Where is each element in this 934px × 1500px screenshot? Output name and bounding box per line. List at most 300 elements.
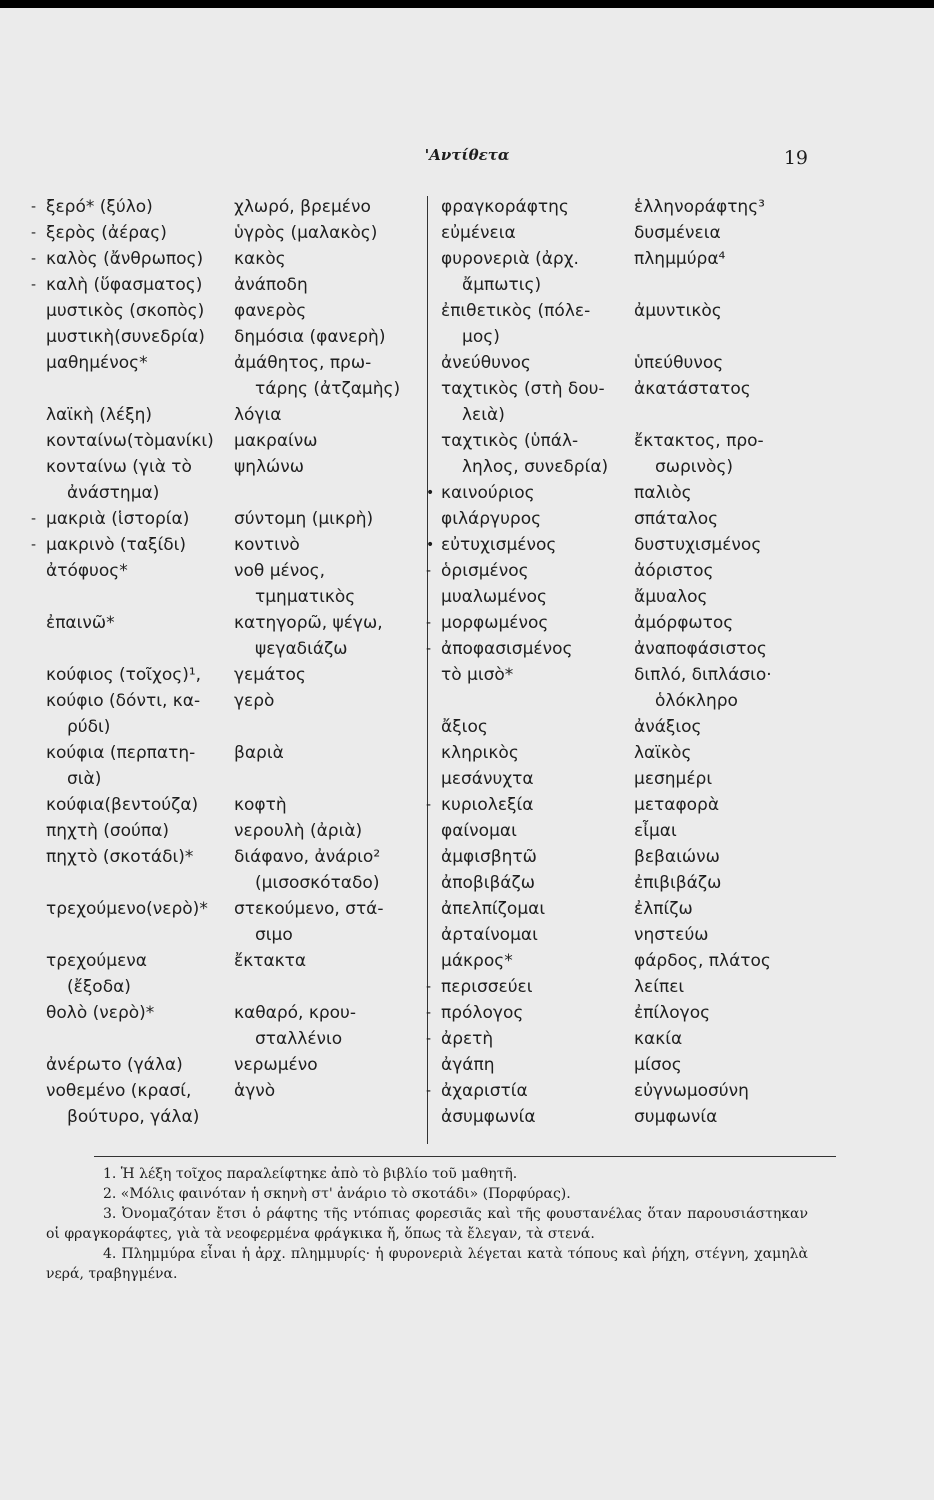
entry-antonym — [234, 324, 416, 350]
word-text: καλὴ (ὕφασματος) — [46, 275, 203, 295]
entry-antonym — [234, 246, 416, 272]
word-text: ἐπαινῶ* — [46, 613, 115, 633]
entry-antonym — [634, 948, 801, 974]
word-text: λαϊκὴ (λέξη) — [46, 405, 152, 425]
entry-word — [441, 480, 634, 506]
entry-word — [441, 974, 634, 1000]
margin-mark: - — [426, 641, 432, 657]
antonym-text: γερὸ — [234, 691, 275, 711]
word-text: μυστικὴ(συνεδρία) — [46, 327, 205, 347]
word-continuation: μος) — [462, 327, 500, 347]
footnote-1: 1. Ἡ λέξη τοῖχος παραλείφτηκε ἀπὸ τὸ βιβλίο τοῦ μαθητῆ. — [103, 1166, 518, 1182]
entry-antonym — [234, 454, 416, 506]
antonym-entry — [31, 194, 416, 220]
antonym-text: εὐγνωμοσύνη — [634, 1081, 749, 1101]
word-continuation: σιὰ) — [67, 769, 102, 789]
antonym-entry — [46, 818, 416, 844]
entry-antonym — [634, 1104, 801, 1130]
antonym-text: μεταφορὰ — [634, 795, 720, 815]
word-text: ἀμφισβητῶ — [441, 847, 537, 867]
entry-antonym — [634, 740, 801, 766]
antonym-text: ἁγνὸ — [234, 1081, 276, 1101]
entry-word — [441, 1052, 634, 1078]
entry-antonym — [634, 714, 801, 740]
entry-word — [441, 896, 634, 922]
antonym-entry — [426, 480, 801, 506]
word-continuation: ἄμπωτις) — [462, 275, 542, 295]
antonym-text: ὑπεύθυνος — [634, 353, 724, 373]
word-text: ξερό* (ξύλο) — [46, 197, 153, 217]
antonym-text: ἀμόρφωτος — [634, 613, 734, 633]
entry-antonym — [634, 298, 801, 350]
antonym-entry — [426, 636, 801, 662]
word-text: ταχτικὸς (στὴ δου- — [441, 379, 605, 399]
antonym-entry — [441, 896, 801, 922]
antonym-entry — [46, 948, 416, 1000]
margin-mark: - — [31, 277, 37, 293]
entry-word — [46, 558, 234, 610]
entry-word — [46, 1052, 234, 1078]
antonym-text: καθαρό, κρου- — [234, 1003, 357, 1023]
entry-antonym — [234, 1078, 416, 1130]
entry-antonym — [234, 272, 416, 298]
entry-word — [441, 714, 634, 740]
antonym-text: δημόσια (φανερὴ) — [234, 327, 386, 347]
margin-mark: - — [426, 563, 432, 579]
antonym-text: ἀνάποδη — [234, 275, 308, 295]
antonym-entry — [46, 610, 416, 662]
entry-word — [441, 662, 634, 714]
entry-word — [441, 220, 634, 246]
word-text: φυρονεριὰ (ἀρχ. — [441, 249, 579, 269]
antonym-text: πλημμύρα⁴ — [634, 249, 726, 269]
entry-word — [46, 220, 234, 246]
word-text: πηχτὴ (σούπα) — [46, 821, 169, 841]
antonym-text: ἄμυαλος — [634, 587, 708, 607]
entry-antonym — [234, 298, 416, 324]
entry-word — [46, 740, 234, 792]
antonym-text: νοθ μένος, — [234, 561, 325, 581]
antonym-entry — [426, 1078, 801, 1104]
word-text: μακρινὸ (ταξίδι) — [46, 535, 186, 555]
word-text: πρόλογος — [441, 1003, 524, 1023]
antonym-continuation: ψεγαδιάζω — [255, 639, 348, 659]
antonym-entry — [441, 922, 801, 948]
entry-antonym — [634, 1026, 801, 1052]
entry-word — [46, 298, 234, 324]
antonym-entry — [46, 662, 416, 688]
antonym-entry — [46, 740, 416, 792]
antonym-continuation: σιμο — [255, 925, 293, 945]
antonym-entry — [426, 1026, 801, 1052]
entry-word — [441, 584, 634, 610]
antonym-entry — [31, 532, 416, 558]
antonym-entry — [441, 844, 801, 870]
antonym-continuation: τμηματικὸς — [255, 587, 356, 607]
entry-antonym — [634, 922, 801, 948]
entry-antonym — [634, 350, 801, 376]
entry-antonym — [634, 792, 801, 818]
entry-antonym — [634, 506, 801, 532]
word-text: ἀχαριστία — [441, 1081, 528, 1101]
antonym-text: λαϊκὸς — [634, 743, 692, 763]
word-text: μαθημένος* — [46, 353, 148, 373]
word-text: ἄξιος — [441, 717, 488, 737]
margin-mark: - — [426, 1031, 432, 1047]
antonym-text: λείπει — [634, 977, 685, 997]
entry-antonym — [634, 610, 801, 636]
antonym-entry — [46, 428, 416, 454]
word-text: φιλάργυρος — [441, 509, 542, 529]
entry-antonym — [634, 870, 801, 896]
footnotes — [46, 1164, 808, 1284]
entry-word — [441, 558, 634, 584]
entry-word — [441, 818, 634, 844]
entry-word — [441, 766, 634, 792]
entry-antonym — [234, 350, 416, 402]
entry-antonym — [634, 1052, 801, 1078]
antonym-text: διπλό, διπλάσιο· — [634, 665, 772, 685]
margin-mark: - — [426, 797, 432, 813]
entry-antonym — [234, 948, 416, 1000]
entry-antonym — [234, 532, 416, 558]
entry-word — [46, 428, 234, 454]
antonym-entry — [46, 402, 416, 428]
antonym-entry — [46, 454, 416, 506]
entry-word — [46, 324, 234, 350]
antonym-text: ἐλπίζω — [634, 899, 693, 919]
antonym-text: βεβαιώνω — [634, 847, 720, 867]
entry-antonym — [234, 506, 416, 532]
antonym-text: ἔκτακτα — [234, 951, 307, 971]
antonym-text: συμφωνία — [634, 1107, 718, 1127]
antonym-text: φάρδος, πλάτος — [634, 951, 771, 971]
margin-mark: - — [426, 1083, 432, 1099]
antonym-text: σύντομη (μικρὴ) — [234, 509, 374, 529]
footnote-rule — [94, 1156, 836, 1157]
entry-antonym — [634, 844, 801, 870]
page-number: 19 — [783, 147, 808, 169]
word-text: κυριολεξία — [441, 795, 534, 815]
entry-word — [441, 1000, 634, 1026]
entry-word — [46, 896, 234, 948]
footnote-3: 3. Ὀνομαζόταν ἔτσι ὁ ράφτης τῆς ντόπιας φορεσιᾶς καὶ τῆς φουστανέλας ὅταν παρουσιάστηκαν οἱ φραγκοράφτες, γιὰ τὰ νεοφερμένα φράγκικα ἤ, ὅπως τὰ ἔλεγαν, τὰ στενά. — [46, 1206, 808, 1242]
entry-word — [441, 792, 634, 818]
entry-word — [46, 792, 234, 818]
antonym-entry — [441, 714, 801, 740]
antonym-text: βαριὰ — [234, 743, 284, 763]
margin-mark: • — [426, 485, 435, 501]
entry-word — [46, 948, 234, 1000]
antonym-entry — [31, 272, 416, 298]
antonym-entry — [46, 324, 416, 350]
antonym-entry — [441, 246, 801, 298]
word-continuation: ληλος, συνεδρία) — [462, 457, 609, 477]
entry-antonym — [634, 662, 801, 714]
antonym-entry — [441, 766, 801, 792]
entry-word — [441, 740, 634, 766]
entry-word — [46, 194, 234, 220]
page-top-edge — [0, 0, 934, 8]
antonym-entry — [46, 688, 416, 740]
word-text: περισσεύει — [441, 977, 533, 997]
footnote-2: 2. «Μόλις φαινόταν ἡ σκηνὴ στ' ἀνάριο τὸ σκοτάδι» (Πορφύρας). — [103, 1186, 571, 1202]
entry-word — [46, 688, 234, 740]
word-text: ταχτικὸς (ὑπάλ- — [441, 431, 579, 451]
word-text: ἀρταίνομαι — [441, 925, 538, 945]
antonym-entry — [441, 1104, 801, 1130]
antonym-text: νηστεύω — [634, 925, 709, 945]
antonym-text: διάφανο, ἀνάριο² — [234, 847, 381, 867]
antonym-entry — [46, 844, 416, 896]
entry-word — [441, 298, 634, 350]
margin-mark: - — [31, 199, 37, 215]
word-text: φραγκοράφτης — [441, 197, 569, 217]
antonym-text: ὑγρὸς (μαλακὸς) — [234, 223, 378, 243]
antonym-entry — [441, 194, 801, 220]
entry-word — [441, 532, 634, 558]
entry-word — [441, 1104, 634, 1130]
word-text: καινούριος — [441, 483, 535, 503]
entry-word — [441, 870, 634, 896]
entry-word — [441, 948, 634, 974]
antonym-entry — [441, 376, 801, 428]
entry-word — [46, 818, 234, 844]
antonym-text: νερωμένο — [234, 1055, 318, 1075]
margin-mark: - — [426, 615, 432, 631]
word-text: ἀγάπη — [441, 1055, 495, 1075]
entry-word — [46, 272, 234, 298]
word-text: ἀπελπίζομαι — [441, 899, 546, 919]
word-text: ἀποφασισμένος — [441, 639, 573, 659]
antonym-entry — [31, 220, 416, 246]
entry-antonym — [234, 792, 416, 818]
antonym-entry — [426, 974, 801, 1000]
entry-antonym — [634, 818, 801, 844]
entry-antonym — [234, 194, 416, 220]
entry-antonym — [234, 558, 416, 610]
entry-antonym — [634, 584, 801, 610]
antonym-text: ἀμυντικὸς — [634, 301, 722, 321]
word-text: μυστικὸς (σκοπὸς) — [46, 301, 205, 321]
antonym-entry — [441, 662, 801, 714]
word-text: εὐτυχισμένος — [441, 535, 557, 555]
word-text: κληρικὸς — [441, 743, 519, 763]
entry-antonym — [234, 610, 416, 662]
word-text: μορφωμένος — [441, 613, 549, 633]
antonym-entry — [441, 298, 801, 350]
antonym-text: μίσος — [634, 1055, 682, 1075]
antonym-text: μεσημέρι — [634, 769, 713, 789]
antonym-entry — [46, 1078, 416, 1130]
word-text: κούφια (περπατη- — [46, 743, 196, 763]
entry-word — [441, 844, 634, 870]
antonym-text: κακία — [634, 1029, 683, 1049]
antonym-entry — [441, 1052, 801, 1078]
entry-word — [441, 610, 634, 636]
antonym-entry — [46, 350, 416, 402]
entry-word — [441, 922, 634, 948]
antonym-text: κοφτὴ — [234, 795, 287, 815]
entry-word — [46, 1078, 234, 1130]
entry-antonym — [234, 220, 416, 246]
word-continuation: ἀνάστημα) — [67, 483, 160, 503]
word-text: μεσάνυχτα — [441, 769, 534, 789]
word-text: ξερὸς (ἀέρας) — [46, 223, 167, 243]
entry-antonym — [634, 1000, 801, 1026]
entry-word — [46, 532, 234, 558]
antonym-text: φανερὸς — [234, 301, 307, 321]
entry-antonym — [234, 428, 416, 454]
word-text: πηχτὸ (σκοτάδι)* — [46, 847, 194, 867]
word-text: τρεχούμενο(νερὸ)* — [46, 899, 208, 919]
antonym-entry — [46, 1052, 416, 1078]
antonym-text: σπάταλος — [634, 509, 719, 529]
antonym-text: ψηλώνω — [234, 457, 305, 477]
antonym-entry — [441, 584, 801, 610]
entry-word — [46, 402, 234, 428]
word-text: καλὸς (ἄνθρωπος) — [46, 249, 204, 269]
margin-mark: - — [31, 251, 37, 267]
word-text: κούφιο (δόντι, κα- — [46, 691, 201, 711]
antonym-text: νερουλὴ (ἀριὰ) — [234, 821, 363, 841]
entry-word — [46, 350, 234, 402]
antonym-entry — [426, 558, 801, 584]
entry-antonym — [634, 376, 801, 428]
left-antonym-column — [31, 194, 416, 1130]
antonym-text: κατηγορῶ, ψέγω, — [234, 613, 383, 633]
antonym-text: ἀόριστος — [634, 561, 714, 581]
antonym-entry — [441, 948, 801, 974]
word-text: μακριὰ (ἱστορία) — [46, 509, 190, 529]
word-text: νοθεμένο (κρασί, — [46, 1081, 192, 1101]
entry-antonym — [634, 974, 801, 1000]
antonym-text: χλωρό, βρεμένο — [234, 197, 371, 217]
entry-antonym — [634, 194, 801, 220]
word-text: ἀτόφυος* — [46, 561, 128, 581]
antonym-entry — [46, 792, 416, 818]
antonym-text: δυστυχισμένος — [634, 535, 762, 555]
entry-antonym — [234, 1000, 416, 1052]
antonym-entry — [46, 298, 416, 324]
entry-antonym — [634, 246, 801, 298]
antonym-entry — [441, 870, 801, 896]
word-text: ὁρισμένος — [441, 561, 529, 581]
word-text: φαίνομαι — [441, 821, 517, 841]
margin-mark: - — [31, 225, 37, 241]
word-text: κονταίνω (γιὰ τὸ — [46, 457, 192, 477]
margin-mark: - — [426, 1005, 432, 1021]
entry-word — [441, 1078, 634, 1104]
antonym-continuation: σταλλένιο — [255, 1029, 343, 1049]
word-text: τρεχούμενα — [46, 951, 147, 971]
word-continuation: (ἔξοδα) — [67, 977, 131, 997]
word-text: ἀποβιβάζω — [441, 873, 535, 893]
margin-mark: - — [31, 537, 37, 553]
entry-word — [46, 610, 234, 662]
antonym-entry — [31, 506, 416, 532]
entry-antonym — [634, 480, 801, 506]
antonym-text: ἐπιβιβάζω — [634, 873, 722, 893]
entry-word — [441, 506, 634, 532]
entry-antonym — [234, 402, 416, 428]
entry-antonym — [234, 740, 416, 792]
antonym-text: ἀκατάστατος — [634, 379, 751, 399]
antonym-entry — [426, 532, 801, 558]
entry-antonym — [634, 1078, 801, 1104]
word-text: ἀρετὴ — [441, 1029, 494, 1049]
antonym-text: εἶμαι — [634, 821, 677, 841]
word-text: τὸ μισὸ* — [441, 665, 514, 685]
entry-word — [441, 350, 634, 376]
word-text: ἐπιθετικὸς (πόλε- — [441, 301, 591, 321]
antonym-text: ἀνάξιος — [634, 717, 702, 737]
margin-mark: - — [31, 511, 37, 527]
antonym-continuation: ὁλόκληρο — [655, 691, 738, 711]
antonym-entry — [46, 896, 416, 948]
antonym-continuation: (μισοσκόταδο) — [255, 873, 380, 893]
entry-antonym — [634, 558, 801, 584]
antonym-text: ἔκτακτος, προ- — [634, 431, 764, 451]
antonym-entry — [441, 740, 801, 766]
antonym-text: κακὸς — [234, 249, 286, 269]
word-continuation: λειὰ) — [462, 405, 505, 425]
antonym-text: ἑλληνοράφτης³ — [634, 197, 765, 217]
entry-word — [441, 1026, 634, 1052]
entry-word — [46, 844, 234, 896]
word-text: ἀνεύθυνος — [441, 353, 531, 373]
entry-word — [46, 662, 234, 688]
word-text: ἀνέρωτο (γάλα) — [46, 1055, 183, 1075]
antonym-text: ἐπίλογος — [634, 1003, 711, 1023]
antonym-text: μακραίνω — [234, 431, 318, 451]
entry-antonym — [234, 896, 416, 948]
entry-word — [441, 246, 634, 298]
word-text: μυαλωμένος — [441, 587, 548, 607]
antonym-text: ἀναποφάσιστος — [634, 639, 767, 659]
antonym-entry — [426, 1000, 801, 1026]
entry-antonym — [234, 844, 416, 896]
antonym-entry — [426, 792, 801, 818]
entry-word — [441, 376, 634, 428]
entry-antonym — [234, 688, 416, 740]
entry-antonym — [234, 662, 416, 688]
entry-antonym — [234, 1052, 416, 1078]
antonym-text: κοντινὸ — [234, 535, 300, 555]
running-title: 'Αντίθετα — [424, 146, 510, 164]
entry-antonym — [634, 766, 801, 792]
antonym-text: λόγια — [234, 405, 282, 425]
entry-antonym — [634, 896, 801, 922]
antonym-text: γεμάτος — [234, 665, 306, 685]
entry-word — [46, 454, 234, 506]
antonym-text: ἀμάθητος, πρω- — [234, 353, 372, 373]
entry-antonym — [234, 818, 416, 844]
entry-word — [441, 194, 634, 220]
antonym-entry — [46, 558, 416, 610]
word-continuation: ρύδι) — [67, 717, 111, 737]
antonym-text: παλιὸς — [634, 483, 692, 503]
entry-word — [46, 246, 234, 272]
entry-antonym — [634, 636, 801, 662]
word-text: εὐμένεια — [441, 223, 516, 243]
antonym-text: δυσμένεια — [634, 223, 721, 243]
antonym-continuation: σωρινὸς) — [655, 457, 734, 477]
antonym-text: στεκούμενο, στά- — [234, 899, 384, 919]
antonym-continuation: τάρης (ἀτζαμὴς) — [255, 379, 401, 399]
antonym-entry — [426, 610, 801, 636]
entry-word — [46, 1000, 234, 1052]
